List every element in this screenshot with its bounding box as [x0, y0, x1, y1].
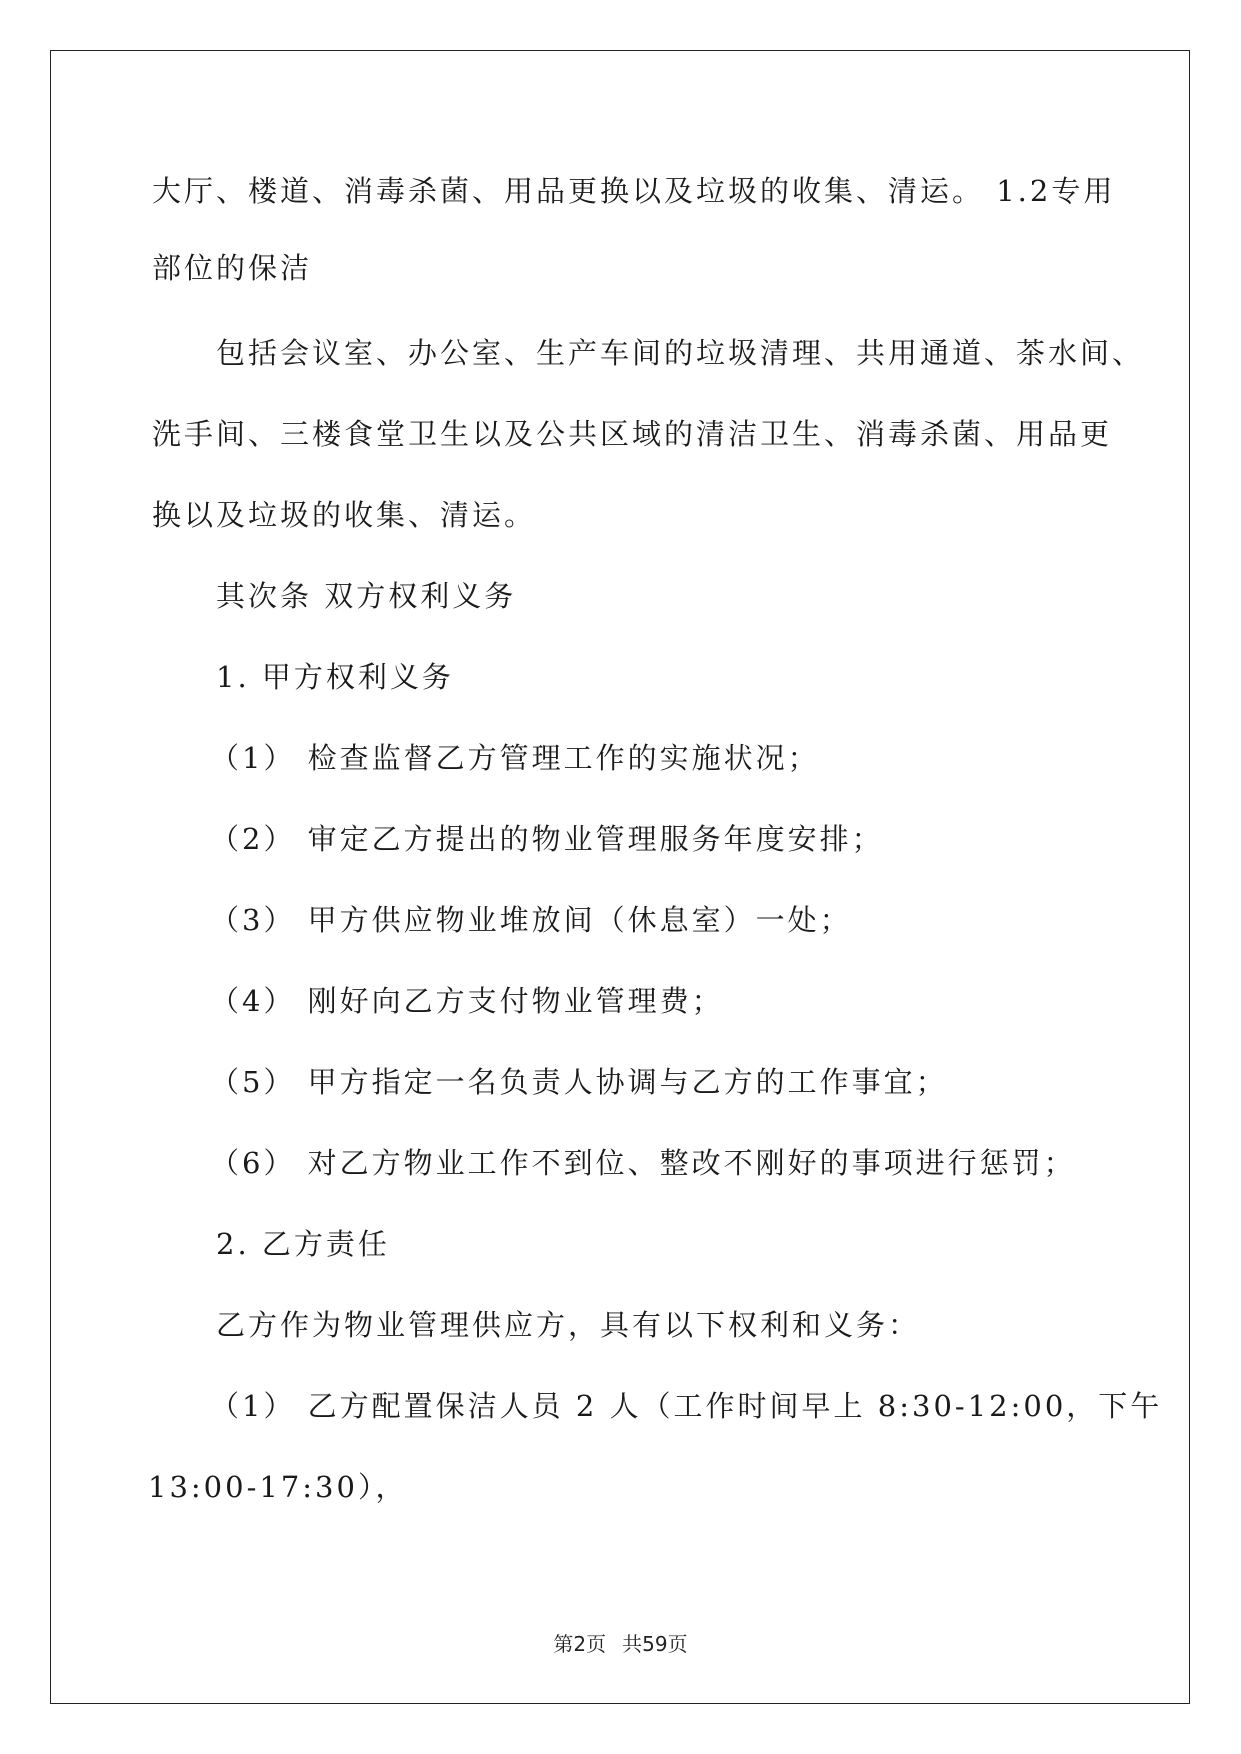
page-number-total: 共59页	[622, 1632, 688, 1656]
list-item-3: （3） 甲方供应物业堆放间（休息室）一处；	[210, 903, 852, 937]
text-line-1: 大厅、楼道、消毒杀菌、用品更换以及垃圾的收集、清运。 1.2专用	[152, 174, 1116, 208]
text-line-2: 部位的保洁	[152, 251, 313, 285]
list-item-6: （6） 对乙方物业工作不到位、整改不刚好的事项进行惩罚；	[210, 1146, 1076, 1180]
list-item-7: （1） 乙方配置保洁人员 2 人（工作时间早上 8:30-12:00，下午	[210, 1389, 1163, 1423]
page-number-current: 第2页	[553, 1632, 607, 1656]
page-border	[50, 50, 1190, 1704]
list-item-2: （2） 审定乙方提出的物业管理服务年度安排；	[210, 822, 884, 856]
subsection-heading-2: 2. 乙方责任	[216, 1227, 390, 1261]
section-heading: 其次条 双方权利义务	[216, 579, 517, 613]
list-item-1: （1） 检查监督乙方管理工作的实施状况；	[210, 741, 820, 775]
list-item-5: （5） 甲方指定一名负责人协调与乙方的工作事宜；	[210, 1065, 948, 1099]
list-item-4: （4） 刚好向乙方支付物业管理费；	[210, 984, 724, 1018]
text-line-5: 换以及垃圾的收集、清运。	[152, 498, 537, 532]
text-line-4: 洗手间、三楼食堂卫生以及公共区域的清洁卫生、消毒杀菌、用品更	[152, 417, 1113, 451]
text-line-6: 乙方作为物业管理供应方，具有以下权利和义务：	[216, 1308, 921, 1342]
page-footer	[0, 1630, 1241, 1658]
text-line-7: 13:00-17:30），	[148, 1470, 408, 1504]
text-line-3: 包括会议室、办公室、生产车间的垃圾清理、共用通道、茶水间、	[216, 336, 1145, 370]
subsection-heading-1: 1. 甲方权利义务	[216, 660, 454, 694]
